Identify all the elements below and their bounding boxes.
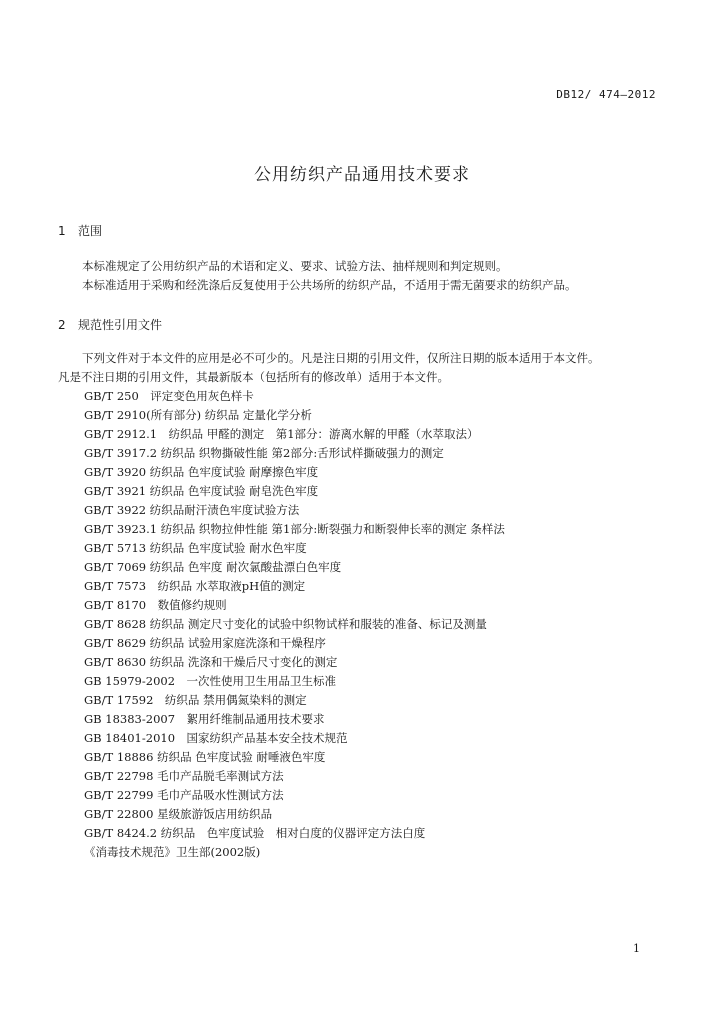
reference-item: GB/T 8424.2 纺织品 色牢度试验 相对白度的仪器评定方法白度	[84, 826, 426, 840]
reference-item: GB/T 3922 纺织品耐汗渍色牢度试验方法	[84, 503, 300, 517]
reference-item: GB/T 8628 纺织品 测定尺寸变化的试验中织物试样和服装的准备、标记及测量	[84, 617, 487, 631]
reference-item: GB/T 250 评定变色用灰色样卡	[84, 389, 254, 403]
reference-item: GB/T 22800 星级旅游饭店用纺织品	[84, 807, 273, 821]
reference-item: GB/T 8170 数值修约规则	[84, 598, 227, 612]
reference-item: 《消毒技术规范》卫生部(2002版)	[84, 845, 261, 859]
reference-item: GB/T 18886 纺织品 色牢度试验 耐唾液色牢度	[84, 750, 326, 764]
section-2-number: 2	[58, 318, 66, 332]
section-2-intro-line-2-text: 凡是不注日期的引用文件，其最新版本（包括所有的修改单）适用于本文件。	[58, 370, 449, 384]
reference-item: GB/T 22798 毛巾产品脱毛率测试方法	[84, 769, 284, 783]
reference-item: GB 15979-2002 一次性使用卫生用品卫生标准	[84, 674, 337, 688]
section-1-paragraph-1-text: 本标准规定了公用纺织产品的术语和定义、要求、试验方法、抽样规则和判定规则。	[82, 259, 508, 273]
reference-item: GB/T 3921 纺织品 色牢度试验 耐皂洗色牢度	[84, 484, 319, 498]
reference-item: GB/T 3920 纺织品 色牢度试验 耐摩擦色牢度	[84, 465, 319, 479]
section-2-intro-line-1-text: 下列文件对于本文件的应用是必不可少的。凡是注日期的引用文件，仅所注日期的版本适用于本文件。	[82, 351, 600, 365]
section-1-paragraph-1	[58, 257, 668, 276]
page-number: 1	[633, 942, 640, 955]
document-title: 公用纺织产品通用技术要求	[254, 165, 470, 185]
section-2-intro-line-1	[58, 349, 668, 368]
reference-item: GB 18401-2010 国家纺织产品基本安全技术规范	[84, 731, 348, 745]
section-1-heading	[58, 222, 102, 239]
reference-item: GB/T 7069 纺织品 色牢度 耐次氯酸盐漂白色牢度	[84, 560, 342, 574]
document-code: DB12/ 474—2012	[556, 88, 656, 101]
reference-item: GB/T 3923.1 纺织品 织物拉伸性能 第1部分:断裂强力和断裂伸长率的测定 条样法	[84, 522, 505, 536]
reference-item: GB/T 8630 纺织品 洗涤和干燥后尺寸变化的测定	[84, 655, 338, 669]
reference-item: GB/T 5713 纺织品 色牢度试验 耐水色牢度	[84, 541, 307, 555]
reference-item: GB 18383-2007 絮用纤维制品通用技术要求	[84, 712, 325, 726]
reference-item: GB/T 2912.1 纺织品 甲醛的测定 第1部分：游离水解的甲醛（水萃取法）	[84, 427, 479, 441]
reference-item: GB/T 3917.2 纺织品 织物撕破性能 第2部分:舌形试样撕破强力的测定	[84, 446, 444, 460]
reference-list	[84, 387, 505, 862]
section-1-title: 范围	[78, 224, 103, 238]
section-1-paragraph-2-text: 本标准适用于采购和经洗涤后反复使用于公共场所的纺织产品，不适用于需无菌要求的纺织产品。	[82, 278, 577, 292]
reference-item: GB/T 7573 纺织品 水萃取液pH值的测定	[84, 579, 306, 593]
section-1-number: 1	[58, 224, 66, 238]
reference-item: GB/T 17592 纺织品 禁用偶氮染料的测定	[84, 693, 307, 707]
reference-item: GB/T 2910(所有部分) 纺织品 定量化学分析	[84, 408, 312, 422]
reference-item: GB/T 8629 纺织品 试验用家庭洗涤和干燥程序	[84, 636, 326, 650]
section-2-title: 规范性引用文件	[78, 318, 163, 332]
section-1-paragraph-2	[58, 276, 668, 295]
section-2-intro-line-2	[58, 368, 668, 387]
reference-item: GB/T 22799 毛巾产品吸水性测试方法	[84, 788, 284, 802]
section-2-heading	[58, 316, 162, 333]
